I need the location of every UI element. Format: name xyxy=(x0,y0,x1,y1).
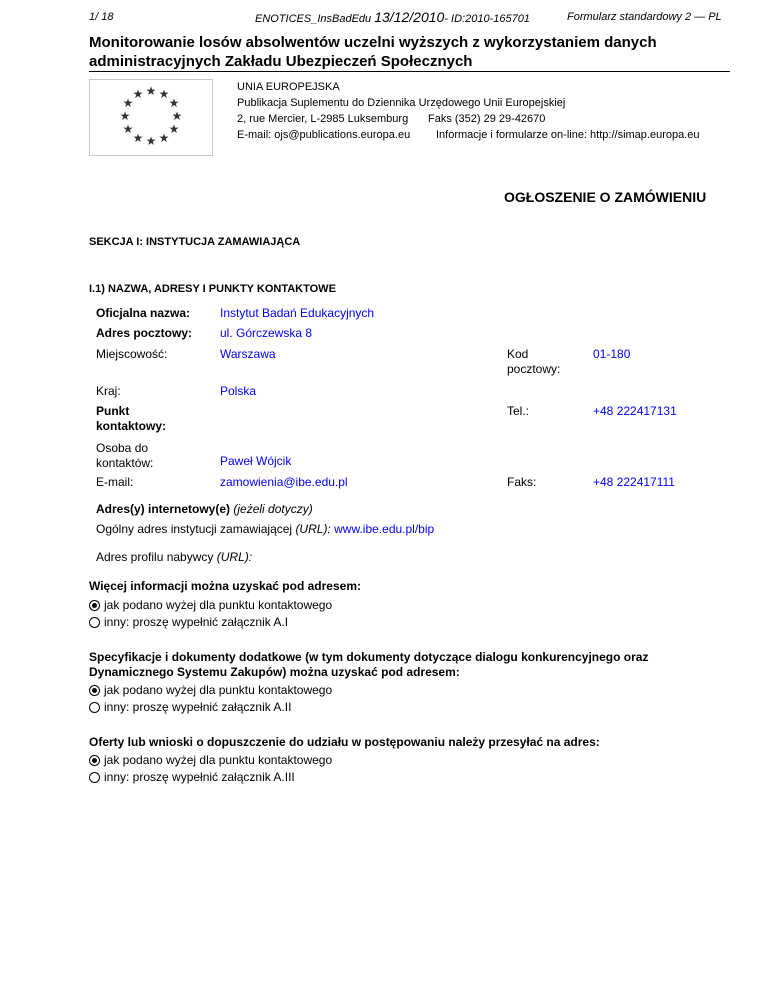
publisher-address: 2, rue Mercier, L-2985 Luksemburg xyxy=(237,113,409,125)
offers-option-2-label: inny: proszę wypełnić załącznik A.III xyxy=(104,770,295,784)
svg-text:★: ★ xyxy=(168,96,180,110)
publisher-line1: UNIA EUROPEJSKA xyxy=(237,81,340,93)
subsection-title: I.1) NAZWA, ADRESY I PUNKTY KONTAKTOWE xyxy=(89,283,336,295)
town-label: Miejscowość: xyxy=(96,347,168,361)
notice-reference xyxy=(255,9,530,25)
offers-option-1-label: jak podano wyżej dla punktu kontaktowego xyxy=(104,753,333,767)
postcode-label: Kod pocztowy: xyxy=(507,347,561,376)
section-title: SEKCJA I: INSTYTUCJA ZAMAWIAJĄCA xyxy=(89,236,301,248)
notice-id: - ID:2010-165701 xyxy=(444,13,530,25)
email-label: E-mail: xyxy=(96,475,134,489)
more-info-option-2[interactable] xyxy=(89,615,288,629)
contact-person-label: Osoba do kontaktów: xyxy=(96,441,154,470)
document-title: Monitorowanie losów absolwentów uczelni wyższych z wykorzystaniem danych administracyjnych Zakładu Ubezpieczeń Społecznych xyxy=(89,34,657,70)
contact-point-label: Punkt kontaktowy: xyxy=(96,404,167,433)
title-divider xyxy=(89,71,730,72)
official-name-value: Instytut Badań Edukacyjnych xyxy=(220,306,375,320)
general-url-link[interactable]: www.ibe.edu.pl/bip xyxy=(334,522,435,536)
notice-date: 13/12/2010 xyxy=(374,9,445,25)
svg-text:★: ★ xyxy=(168,122,180,136)
radio-unselected-icon[interactable] xyxy=(89,617,100,628)
fax-value: +48 222417111 xyxy=(593,475,675,489)
notice-title: OGŁOSZENIE O ZAMÓWIENIU xyxy=(504,189,707,205)
radio-selected-icon[interactable] xyxy=(89,755,100,766)
specs-heading: Specyfikacje i dokumenty dodatkowe (w tym dokumenty dotyczące dialogu konkurencyjnego oraz Dynamicznego Systemu Zakupów) można uzyskać pod adresem: xyxy=(89,650,649,679)
form-name: Formularz standardowy 2 — PL xyxy=(567,11,722,23)
postcode-value: 01-180 xyxy=(593,347,631,361)
internet-heading-note: (jeżeli dotyczy) xyxy=(233,502,313,516)
email-link[interactable]: zamowienia@ibe.edu.pl xyxy=(220,475,348,489)
specs-option-1-label: jak podano wyżej dla punktu kontaktowego xyxy=(104,683,333,697)
svg-text:★: ★ xyxy=(119,109,131,123)
specs-option-2[interactable] xyxy=(89,700,291,714)
specs-option-2-label: inny: proszę wypełnić załącznik A.II xyxy=(104,700,292,714)
svg-text:★: ★ xyxy=(145,134,157,148)
offers-option-2[interactable] xyxy=(89,770,295,784)
internet-heading-text: Adres(y) internetowy(e) xyxy=(96,502,231,516)
buyer-profile-url-note: (URL): xyxy=(216,550,253,564)
postal-address-value: ul. Górczewska 8 xyxy=(220,326,313,340)
svg-text:★: ★ xyxy=(122,122,134,136)
fax-label: Faks: xyxy=(507,475,537,489)
publisher-email: E-mail: ojs@publications.europa.eu xyxy=(237,129,411,141)
tel-label: Tel.: xyxy=(507,404,530,418)
radio-unselected-icon[interactable] xyxy=(89,702,100,713)
svg-text:★: ★ xyxy=(145,84,157,98)
specs-option-1[interactable] xyxy=(89,683,332,697)
radio-unselected-icon[interactable] xyxy=(89,772,100,783)
svg-text:★: ★ xyxy=(122,96,134,110)
svg-text:★: ★ xyxy=(132,131,144,145)
more-info-option-2-label: inny: proszę wypełnić załącznik A.I xyxy=(104,615,289,629)
offers-heading: Oferty lub wnioski o dopuszczenie do udziału w postępowaniu należy przesyłać na adres: xyxy=(89,735,600,749)
official-name-label: Oficjalna nazwa: xyxy=(96,306,191,320)
buyer-profile-label: Adres profilu nabywcy xyxy=(96,550,214,564)
general-url-note: (URL): xyxy=(295,522,331,536)
more-info-option-1[interactable] xyxy=(89,598,332,612)
publisher-fax: Faks (352) 29 29-42670 xyxy=(428,113,546,125)
country-value: Polska xyxy=(220,384,257,398)
country-label: Kraj: xyxy=(96,384,121,398)
svg-text:★: ★ xyxy=(158,87,170,101)
radio-selected-icon[interactable] xyxy=(89,600,100,611)
publisher-info: Informacje i formularze on-line: http://simap.europa.eu xyxy=(436,129,700,141)
more-info-heading: Więcej informacji można uzyskać pod adresem: xyxy=(89,579,361,593)
offers-option-1[interactable] xyxy=(89,753,332,767)
svg-text:★: ★ xyxy=(132,87,144,101)
page-number: 1/ 18 xyxy=(89,11,114,23)
eu-flag-logo xyxy=(89,79,213,156)
svg-text:★: ★ xyxy=(158,131,170,145)
radio-selected-icon[interactable] xyxy=(89,685,100,696)
contact-person-value: Paweł Wójcik xyxy=(220,454,292,468)
publisher-line2: Publikacja Suplementu do Dziennika Urzędowego Unii Europejskiej xyxy=(237,97,566,109)
town-value: Warszawa xyxy=(220,347,276,361)
general-address-label: Ogólny adres instytucji zamawiającej xyxy=(96,522,293,536)
reference-prefix: ENOTICES_InsBadEdu xyxy=(255,13,372,25)
buyer-profile-row xyxy=(96,550,252,564)
more-info-option-1-label: jak podano wyżej dla punktu kontaktowego xyxy=(104,598,333,612)
internet-heading xyxy=(96,502,313,516)
tel-value: +48 222417131 xyxy=(593,404,677,418)
svg-text:★: ★ xyxy=(171,109,183,123)
general-address-row xyxy=(96,522,434,536)
postal-address-label: Adres pocztowy: xyxy=(96,326,193,340)
